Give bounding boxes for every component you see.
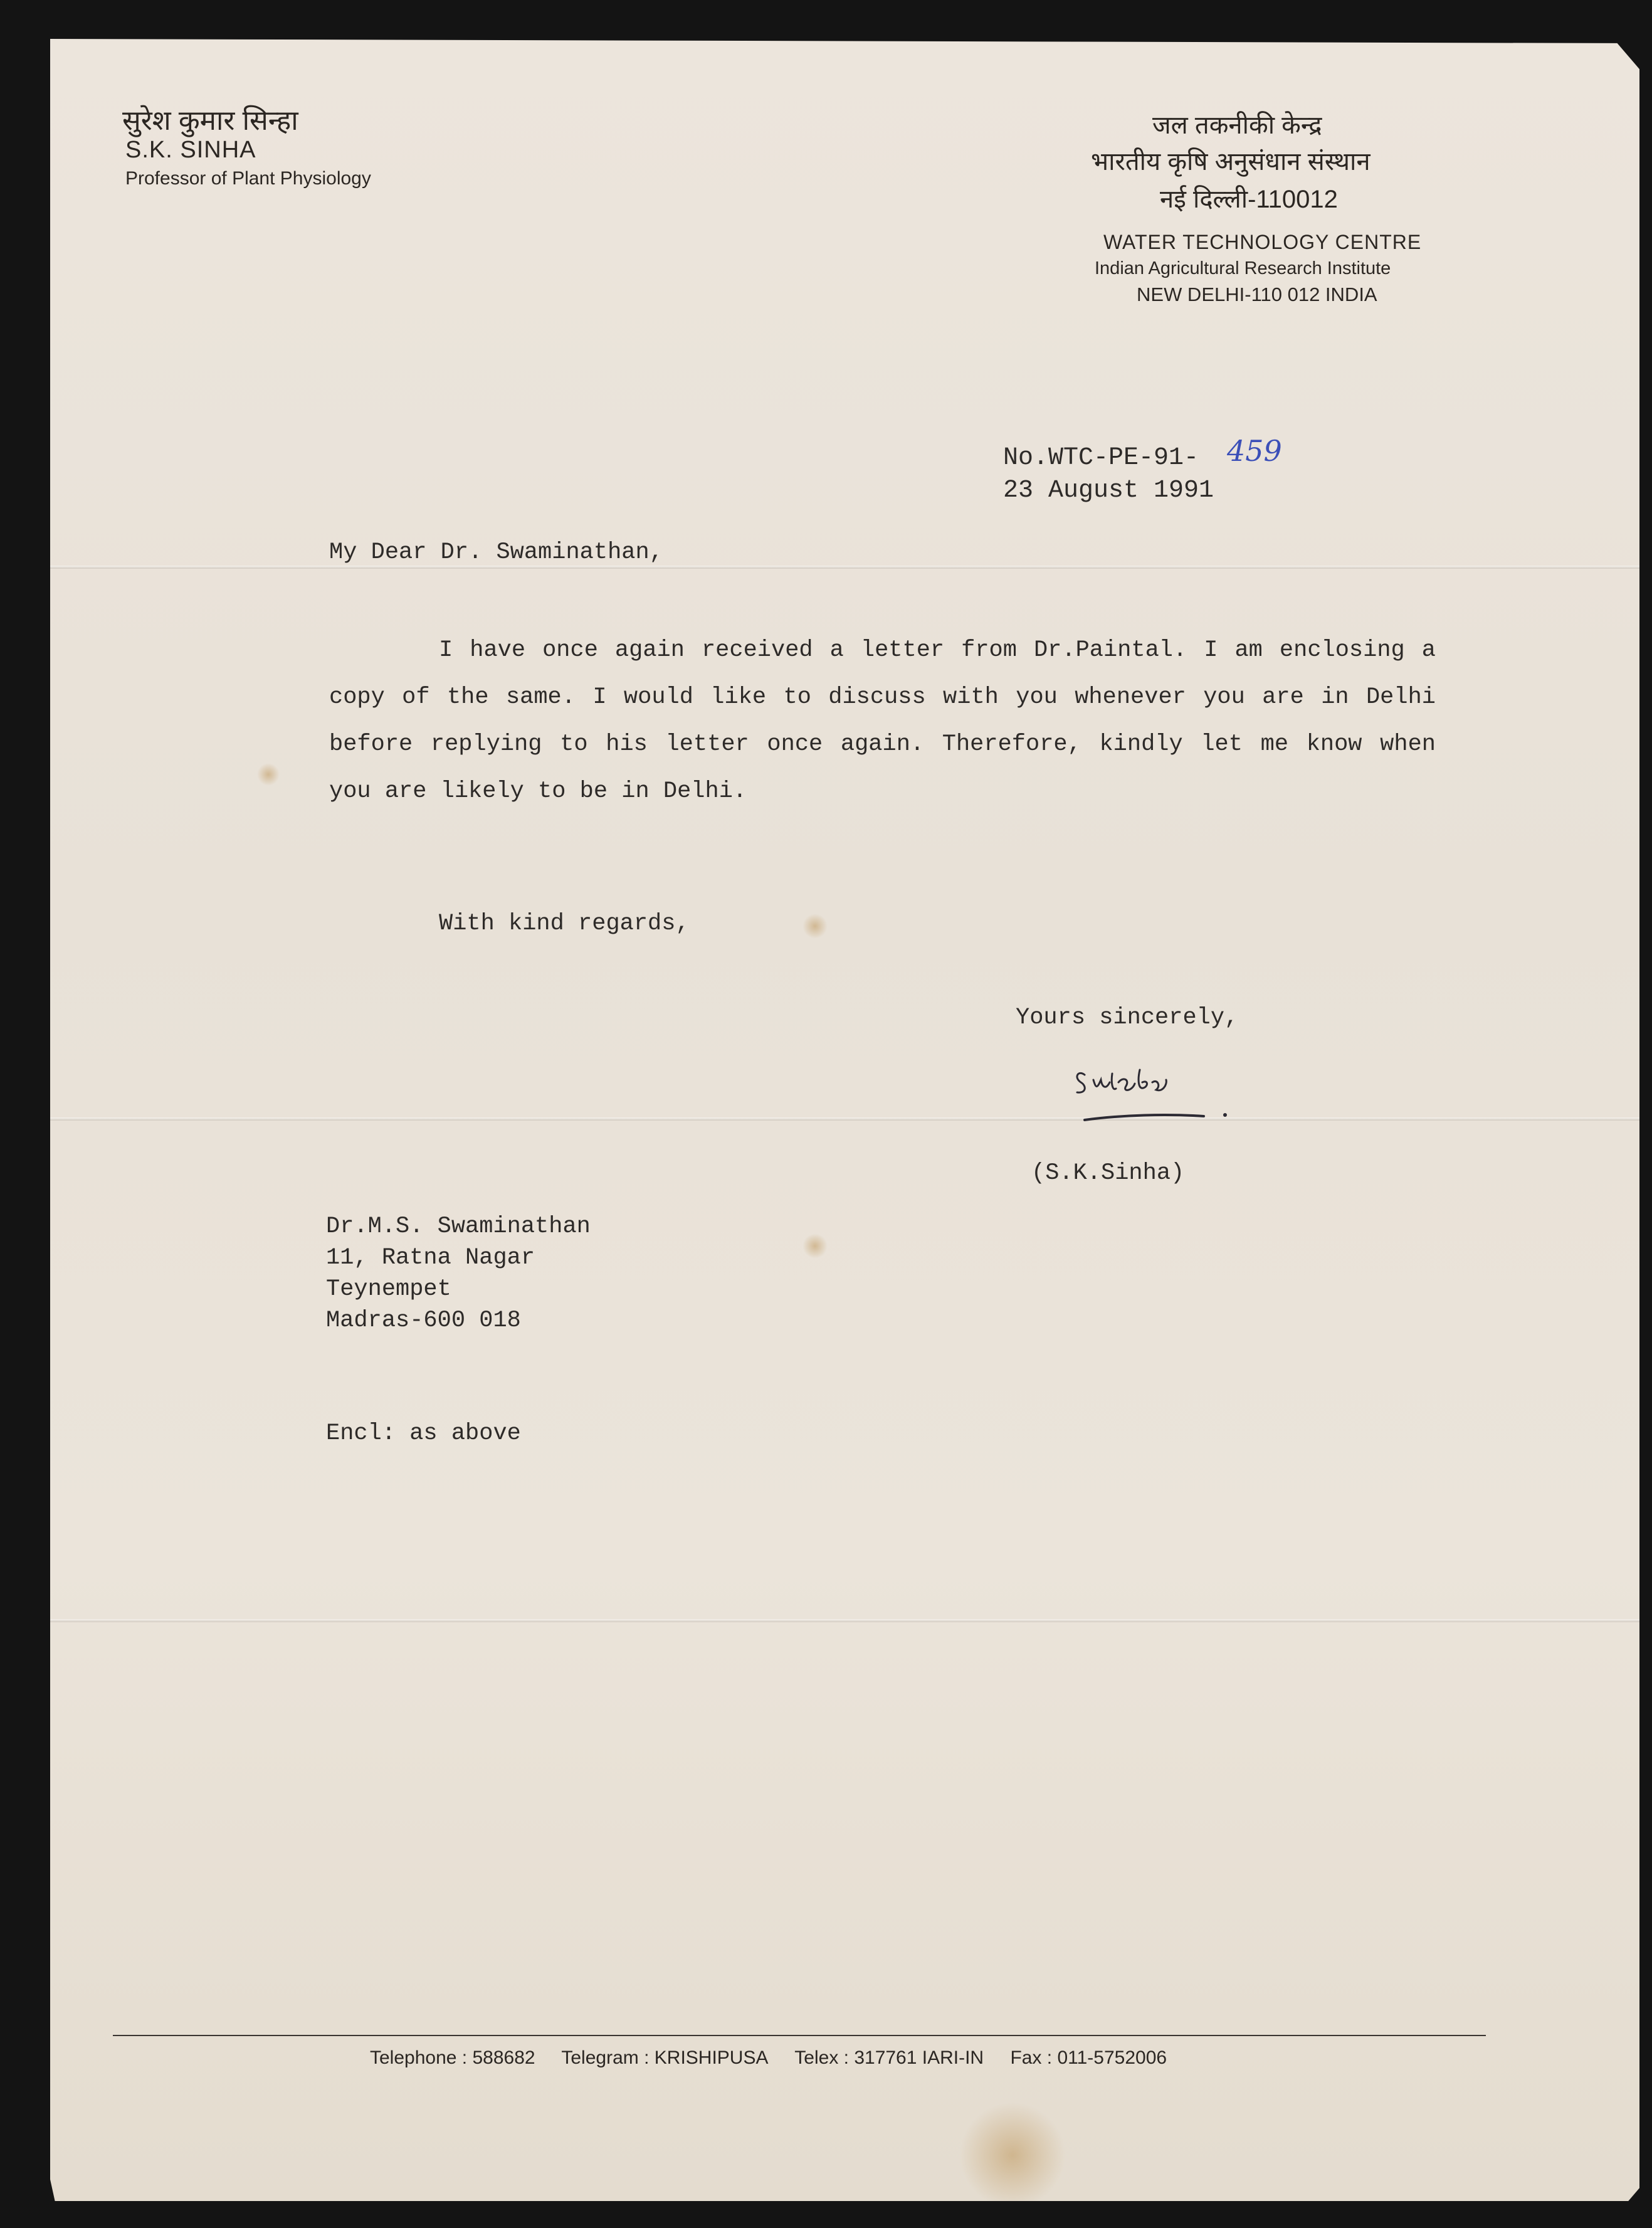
footer-fax: Fax : 011-5752006 (1010, 2047, 1167, 2068)
author-name-hindi: सुरेश कुमार सिन्हा (122, 105, 298, 136)
fold-crease (50, 1619, 1639, 1622)
institution-hindi-line: नई दिल्ली-110012 (1160, 186, 1338, 213)
fold-crease (50, 1117, 1639, 1121)
handwritten-reference: 459 (1227, 434, 1282, 468)
institution-parent: Indian Agricultural Research Institute (1095, 258, 1391, 278)
institution-hindi-line: भारतीय कृषि अनुसंधान संस्थान (1091, 148, 1371, 176)
recipient-name: Dr.M.S. Swaminathan (326, 1213, 591, 1240)
enclosure-note: Encl: as above (326, 1420, 521, 1447)
fold-crease (50, 566, 1639, 569)
paper-stain (257, 763, 280, 786)
footer-telegram: Telegram : KRISHIPUSA (561, 2047, 769, 2068)
paper-stain (802, 1233, 828, 1259)
reference-number: No.WTC-PE-91- (1003, 444, 1199, 472)
letter-date: 23 August 1991 (1003, 477, 1214, 505)
letterhead-footer (370, 2047, 1188, 2069)
regards: With kind regards, (439, 911, 690, 937)
signatory-name: (S.K.Sinha) (1031, 1160, 1185, 1186)
author-title: Professor of Plant Physiology (125, 168, 371, 189)
institution-name: WATER TECHNOLOGY CENTRE (1103, 231, 1422, 253)
recipient-address-line: 11, Ratna Nagar (326, 1245, 535, 1271)
author-name: S.K. SINHA (125, 137, 256, 163)
institution-address: NEW DELHI-110 012 INDIA (1137, 283, 1377, 305)
salutation: My Dear Dr. Swaminathan, (329, 539, 663, 566)
footer-rule (113, 2035, 1486, 2036)
recipient-address-line: Teynempet (326, 1276, 451, 1302)
letter-sheet (50, 39, 1639, 2201)
footer-telex: Telex : 317761 IARI-IN (794, 2047, 984, 2068)
closing: Yours sincerely, (1016, 1005, 1239, 1031)
institution-hindi-line: जल तकनीकी केन्द्र (1152, 112, 1322, 139)
handwritten-signature (1072, 1061, 1235, 1130)
letter-body: I have once again received a letter from Dr.Paintal. I am enclosing a copy of the same. I would like to discuss with you whenever you are in Delhi before replying to his letter once again. Therefore, kindly let me know when you are likely to be in Delhi. (329, 637, 1436, 805)
recipient-address-line: Madras-600 018 (326, 1307, 521, 1334)
paper-stain (802, 914, 828, 939)
footer-telephone: Telephone : 588682 (370, 2047, 535, 2068)
paper-stain (959, 2102, 1066, 2209)
